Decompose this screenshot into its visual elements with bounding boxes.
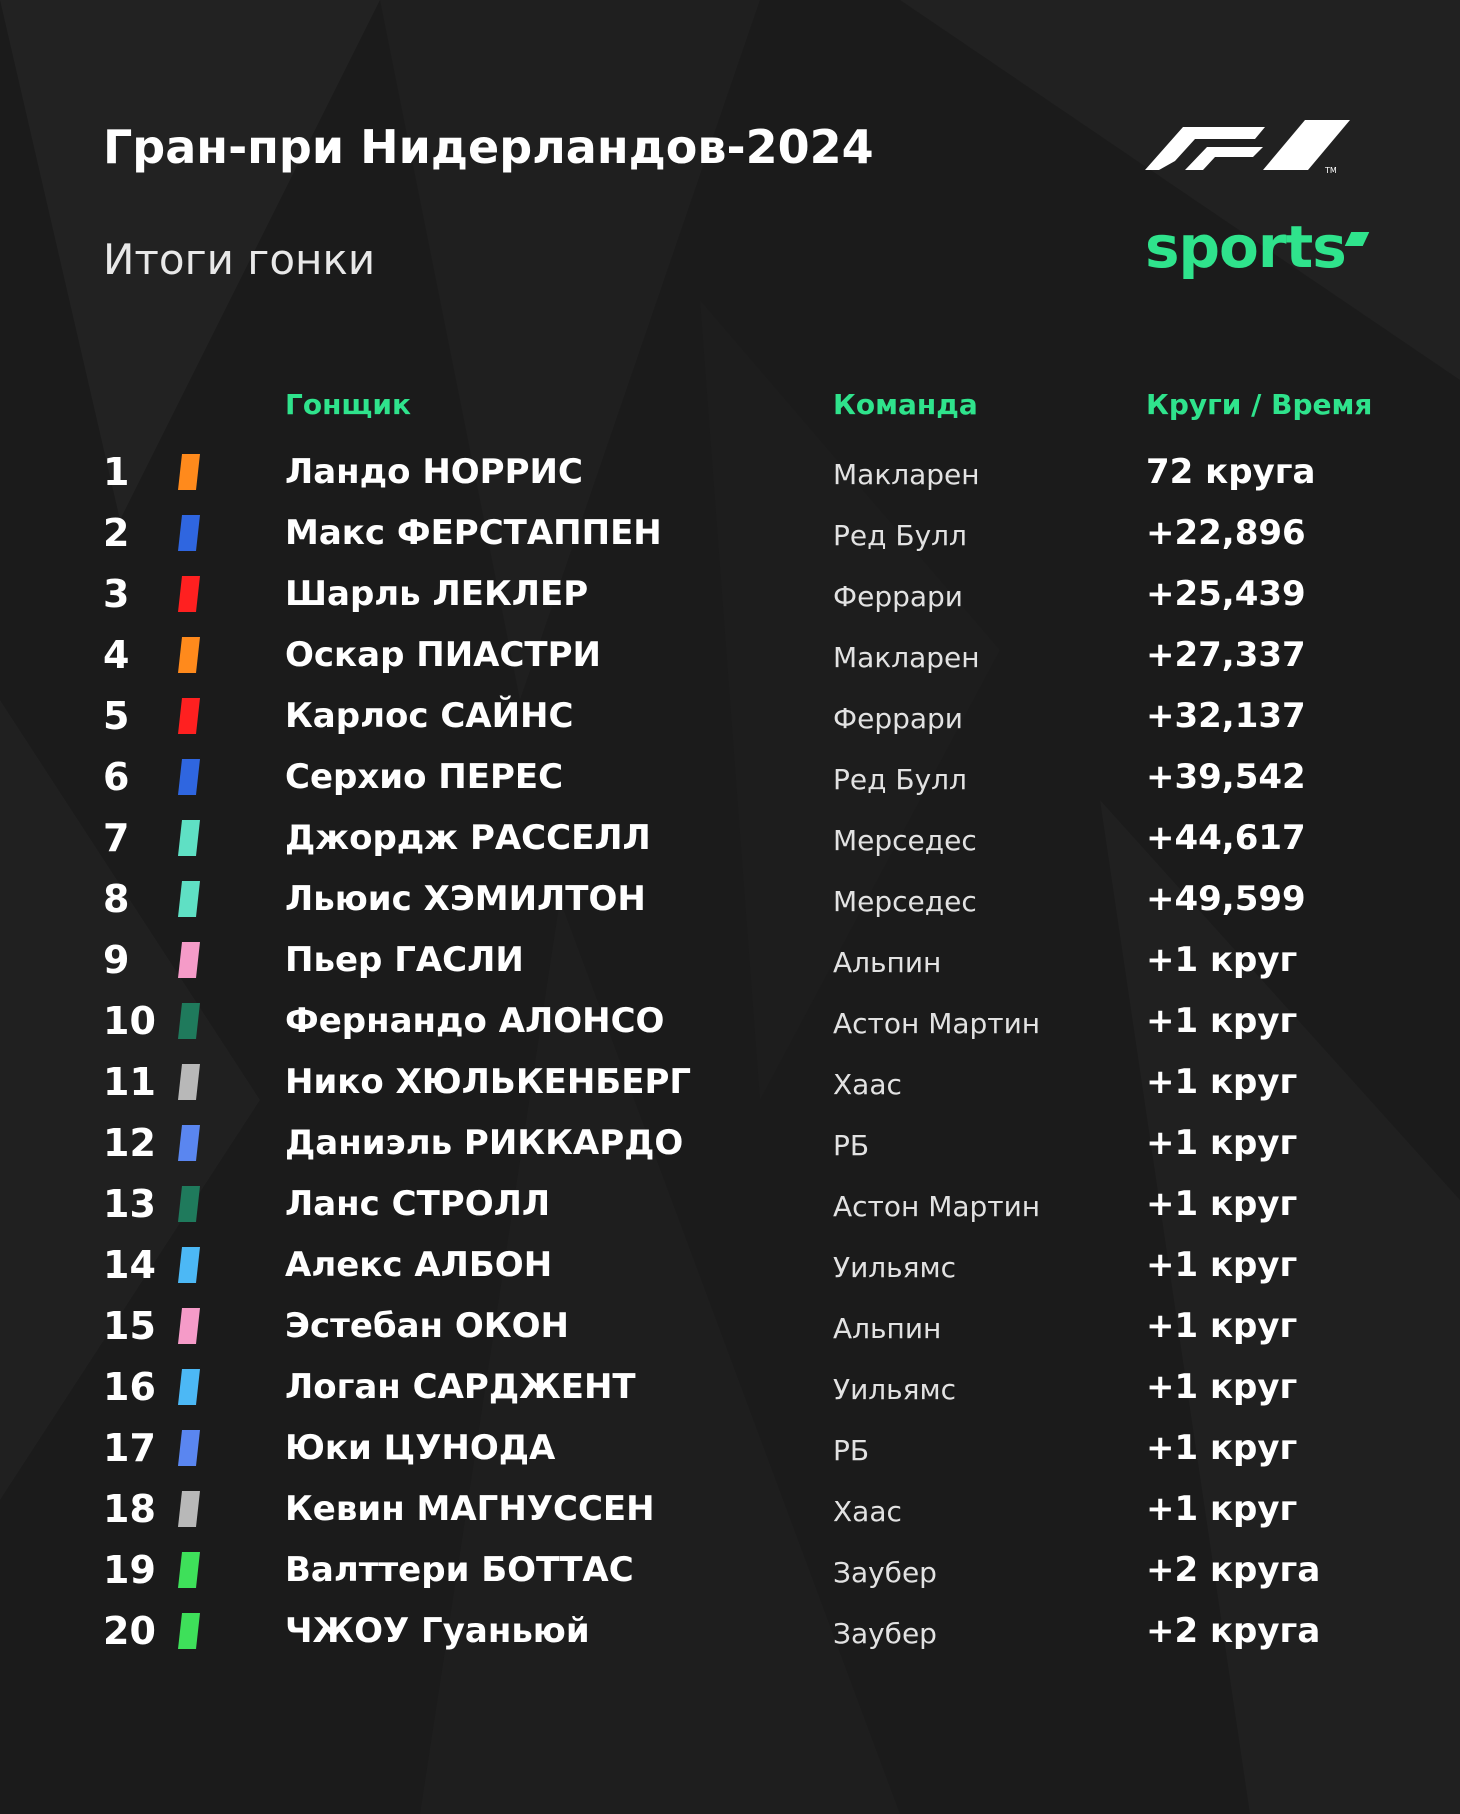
position: 10 — [103, 999, 156, 1043]
race-time: 72 круга — [1146, 452, 1316, 492]
svg-text:TM: TM — [1325, 166, 1337, 175]
team-color-stripe-icon — [178, 1125, 200, 1161]
race-time: +2 круга — [1146, 1611, 1321, 1651]
page-subtitle: Итоги гонки — [103, 235, 376, 284]
result-row — [0, 1477, 1460, 1538]
result-row — [0, 1050, 1460, 1111]
team-name: Заубер — [833, 1617, 937, 1650]
race-time: +49,599 — [1146, 879, 1306, 919]
result-row — [0, 1599, 1460, 1660]
team-name: Альпин — [833, 1312, 942, 1345]
position: 13 — [103, 1182, 156, 1226]
race-time: +2 круга — [1146, 1550, 1321, 1590]
column-header-time: Круги / Время — [1146, 388, 1373, 421]
team-name: Уильямс — [833, 1251, 957, 1284]
race-time: +1 круг — [1146, 1306, 1298, 1346]
team-name: Феррари — [833, 702, 964, 735]
team-color-stripe-icon — [178, 637, 200, 673]
driver-name: Карлос САЙНС — [285, 696, 574, 736]
race-time: +1 круг — [1146, 1001, 1298, 1041]
team-name: РБ — [833, 1434, 870, 1467]
race-time: +44,617 — [1146, 818, 1306, 858]
result-row — [0, 440, 1460, 501]
team-color-stripe-icon — [178, 881, 200, 917]
team-color-stripe-icon — [178, 1308, 200, 1344]
result-row — [0, 1355, 1460, 1416]
race-time: +1 круг — [1146, 1123, 1298, 1163]
race-time: +1 круг — [1146, 1428, 1298, 1468]
team-name: Астон Мартин — [833, 1007, 1041, 1040]
result-row — [0, 806, 1460, 867]
driver-name: Юки ЦУНОДА — [285, 1428, 556, 1468]
result-row — [0, 1294, 1460, 1355]
race-time: +22,896 — [1146, 513, 1306, 553]
sports-logo-mark-icon — [1344, 232, 1369, 246]
driver-name: Джордж РАССЕЛЛ — [285, 818, 651, 858]
result-row — [0, 928, 1460, 989]
driver-name: ЧЖОУ Гуаньюй — [285, 1611, 590, 1651]
results-list — [0, 440, 1460, 1660]
team-color-stripe-icon — [178, 759, 200, 795]
team-name: Ред Булл — [833, 763, 967, 796]
result-row — [0, 867, 1460, 928]
driver-name: Эстебан ОКОН — [285, 1306, 569, 1346]
position: 5 — [103, 694, 130, 738]
team-color-stripe-icon — [178, 1003, 200, 1039]
team-name: Заубер — [833, 1556, 937, 1589]
page-title: Гран-при Нидерландов-2024 — [103, 120, 874, 174]
driver-name: Ланс СТРОЛЛ — [285, 1184, 551, 1224]
driver-name: Нико ХЮЛЬКЕНБЕРГ — [285, 1062, 692, 1102]
result-row — [0, 1172, 1460, 1233]
team-name: Мерседес — [833, 885, 977, 918]
race-time: +1 круг — [1146, 1184, 1298, 1224]
team-color-stripe-icon — [178, 1064, 200, 1100]
position: 7 — [103, 816, 130, 860]
team-name: Ред Булл — [833, 519, 967, 552]
team-name: Макларен — [833, 641, 980, 674]
position: 15 — [103, 1304, 156, 1348]
team-name: Астон Мартин — [833, 1190, 1041, 1223]
team-color-stripe-icon — [178, 1430, 200, 1466]
race-time: +1 круг — [1146, 940, 1298, 980]
driver-name: Оскар ПИАСТРИ — [285, 635, 601, 675]
driver-name: Даниэль РИККАРДО — [285, 1123, 684, 1163]
sports-logo — [1145, 213, 1366, 281]
race-time: +32,137 — [1146, 696, 1306, 736]
race-time: +39,542 — [1146, 757, 1306, 797]
driver-name: Макс ФЕРСТАППЕН — [285, 513, 662, 553]
result-row — [0, 501, 1460, 562]
position: 16 — [103, 1365, 156, 1409]
team-color-stripe-icon — [178, 1369, 200, 1405]
column-header-team: Команда — [833, 388, 978, 421]
driver-name: Шарль ЛЕКЛЕР — [285, 574, 589, 614]
team-color-stripe-icon — [178, 942, 200, 978]
position: 14 — [103, 1243, 156, 1287]
driver-name: Пьер ГАСЛИ — [285, 940, 524, 980]
position: 9 — [103, 938, 130, 982]
position: 20 — [103, 1609, 156, 1653]
team-name: Хаас — [833, 1495, 902, 1528]
team-name: Макларен — [833, 458, 980, 491]
race-time: +1 круг — [1146, 1062, 1298, 1102]
team-color-stripe-icon — [178, 1491, 200, 1527]
team-name: Хаас — [833, 1068, 902, 1101]
race-time: +1 круг — [1146, 1489, 1298, 1529]
sports-logo-text: sports — [1145, 213, 1346, 281]
race-time: +27,337 — [1146, 635, 1306, 675]
driver-name: Ландо НОРРИС — [285, 452, 583, 492]
race-time: +25,439 — [1146, 574, 1306, 614]
column-header-driver: Гонщик — [285, 388, 411, 421]
position: 6 — [103, 755, 130, 799]
team-color-stripe-icon — [178, 698, 200, 734]
result-row — [0, 1233, 1460, 1294]
result-row — [0, 562, 1460, 623]
driver-name: Валттери БОТТАС — [285, 1550, 634, 1590]
result-row — [0, 1111, 1460, 1172]
team-name: Уильямс — [833, 1373, 957, 1406]
team-color-stripe-icon — [178, 454, 200, 490]
team-color-stripe-icon — [178, 820, 200, 856]
team-name: Мерседес — [833, 824, 977, 857]
team-color-stripe-icon — [178, 1247, 200, 1283]
position: 18 — [103, 1487, 156, 1531]
result-row — [0, 745, 1460, 806]
driver-name: Алекс АЛБОН — [285, 1245, 553, 1285]
race-time: +1 круг — [1146, 1245, 1298, 1285]
result-row — [0, 989, 1460, 1050]
result-row — [0, 623, 1460, 684]
driver-name: Серхио ПЕРЕС — [285, 757, 564, 797]
position: 3 — [103, 572, 130, 616]
team-name: Альпин — [833, 946, 942, 979]
race-time: +1 круг — [1146, 1367, 1298, 1407]
position: 4 — [103, 633, 130, 677]
team-name: РБ — [833, 1129, 870, 1162]
position: 1 — [103, 450, 130, 494]
team-color-stripe-icon — [178, 1613, 200, 1649]
f1-logo-icon — [1145, 115, 1355, 175]
team-color-stripe-icon — [178, 1552, 200, 1588]
position: 8 — [103, 877, 130, 921]
team-color-stripe-icon — [178, 576, 200, 612]
position: 19 — [103, 1548, 156, 1592]
driver-name: Фернандо АЛОНСО — [285, 1001, 665, 1041]
position: 12 — [103, 1121, 156, 1165]
driver-name: Кевин МАГНУССЕН — [285, 1489, 655, 1529]
result-row — [0, 684, 1460, 745]
position: 11 — [103, 1060, 156, 1104]
result-row — [0, 1538, 1460, 1599]
driver-name: Логан САРДЖЕНТ — [285, 1367, 636, 1407]
position: 2 — [103, 511, 130, 555]
position: 17 — [103, 1426, 156, 1470]
team-name: Феррари — [833, 580, 964, 613]
team-color-stripe-icon — [178, 515, 200, 551]
driver-name: Льюис ХЭМИЛТОН — [285, 879, 646, 919]
result-row — [0, 1416, 1460, 1477]
team-color-stripe-icon — [178, 1186, 200, 1222]
